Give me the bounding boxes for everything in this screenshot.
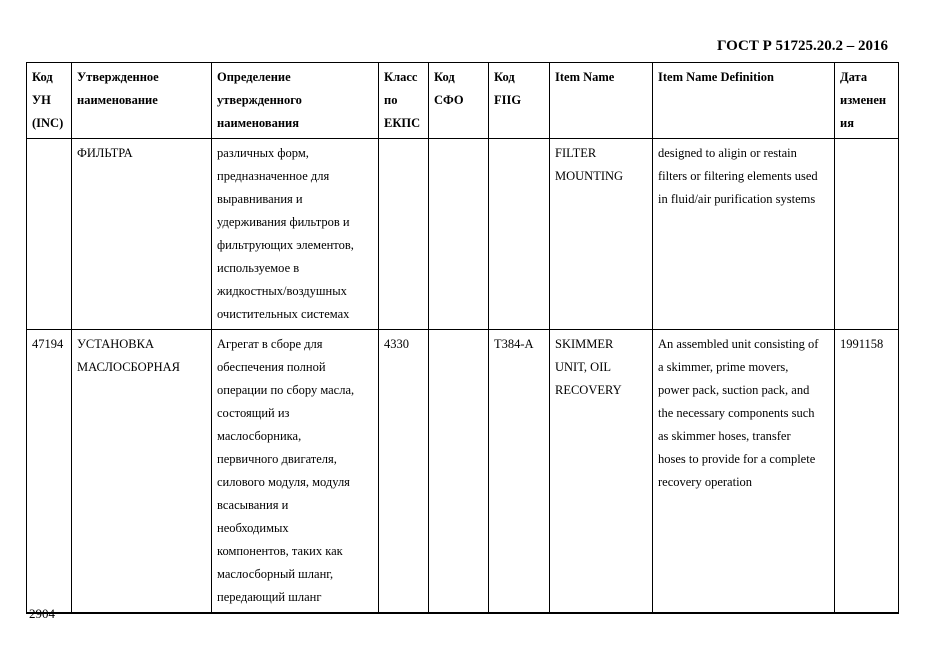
- cell-text: UNIT, OIL: [555, 360, 611, 374]
- col-inc-code-header: [27, 63, 72, 139]
- cell-text: 47194: [32, 337, 64, 351]
- header-text: Класс: [384, 70, 418, 84]
- cell-text: 4330: [384, 337, 409, 351]
- cell-text: hoses to provide for a complete: [658, 452, 816, 466]
- col-inc-code-cell: [27, 330, 72, 614]
- col-name-definition-header: [212, 63, 379, 139]
- cell-text: a skimmer, prime movers,: [658, 360, 789, 374]
- header-text: Item Name: [555, 70, 615, 84]
- col-ekps-class-header: [379, 63, 429, 139]
- cell-text: удерживания фильтров и: [217, 215, 350, 229]
- col-name-definition-cell: [212, 139, 379, 330]
- col-change-date-cell: [835, 330, 899, 614]
- header-text: СФО: [434, 93, 464, 107]
- header-text: Код: [494, 70, 515, 84]
- cell-text: ФИЛЬТРА: [77, 146, 133, 160]
- cell-text: SKIMMER: [555, 337, 614, 351]
- header-text: Утвержденное: [77, 70, 159, 84]
- col-inc-code-cell: [27, 139, 72, 330]
- cell-text: RECOVERY: [555, 383, 622, 397]
- cell-text: T384-A: [494, 337, 534, 351]
- table-row: [27, 139, 899, 330]
- document-header: ГОСТ Р 51725.20.2 – 2016: [716, 38, 888, 54]
- header-text: ЕКПС: [384, 116, 421, 130]
- cell-text: очистительных системах: [217, 307, 350, 321]
- header-text: (INC): [32, 116, 64, 130]
- col-ekps-class-cell: [379, 139, 429, 330]
- cell-text: recovery operation: [658, 475, 753, 489]
- cell-text: необходимых: [217, 521, 289, 535]
- col-fiig-code-cell: [489, 330, 550, 614]
- header-text: Код: [434, 70, 455, 84]
- cell-text: обеспечения полной: [217, 360, 326, 374]
- col-fiig-code-cell: [489, 139, 550, 330]
- col-sfo-code-header: [429, 63, 489, 139]
- cell-text: маслосборный шланг,: [217, 567, 334, 581]
- cell-text: предназначенное для: [217, 169, 330, 183]
- cell-text: всасывания и: [217, 498, 289, 512]
- col-item-name-cell: [550, 139, 653, 330]
- cell-text: силового модуля, модуля: [217, 475, 350, 489]
- col-change-date-cell: [835, 139, 899, 330]
- col-item-name-header: [550, 63, 653, 139]
- cell-text: компонентов, таких как: [217, 544, 343, 558]
- header-text: наименования: [217, 116, 300, 130]
- header-text: Код: [32, 70, 53, 84]
- col-item-definition-cell: [653, 330, 835, 614]
- header-text: утвержденного: [217, 93, 302, 107]
- cell-text: передающий шланг: [217, 590, 322, 604]
- cell-text: состоящий из: [217, 406, 290, 420]
- header-text: FIIG: [494, 93, 522, 107]
- col-fiig-code-header: [489, 63, 550, 139]
- cell-text: жидкостных/воздушных: [217, 284, 347, 298]
- cell-text: FILTER: [555, 146, 597, 160]
- cell-text: фильтрующих элементов,: [217, 238, 354, 252]
- col-sfo-code-cell: [429, 330, 489, 614]
- col-approved-name-header: [72, 63, 212, 139]
- header-text: Дата: [840, 70, 868, 84]
- col-name-definition-cell: [212, 330, 379, 614]
- cell-text: designed to aligin or restain: [658, 146, 797, 160]
- header-text: по: [384, 93, 398, 107]
- header-text: ия: [840, 116, 854, 130]
- header-text: наименование: [77, 93, 158, 107]
- cell-text: 1991158: [840, 337, 884, 351]
- col-item-name-cell: [550, 330, 653, 614]
- cell-text: Агрегат в сборе для: [217, 337, 323, 351]
- page-number: 2904: [29, 606, 55, 621]
- cell-text: filters or filtering elements used: [658, 169, 818, 183]
- cell-text: маслосборника,: [217, 429, 302, 443]
- col-item-definition-cell: [653, 139, 835, 330]
- cell-text: МАСЛОСБОРНАЯ: [77, 360, 181, 374]
- cell-text: as skimmer hoses, transfer: [658, 429, 791, 443]
- catalog-table: [26, 62, 899, 614]
- col-sfo-code-cell: [429, 139, 489, 330]
- col-approved-name-cell: [72, 139, 212, 330]
- table-row: [27, 330, 899, 614]
- cell-text: power pack, suction pack, and: [658, 383, 810, 397]
- cell-text: различных форм,: [217, 146, 309, 160]
- cell-text: MOUNTING: [555, 169, 624, 183]
- cell-text: выравнивания и: [217, 192, 303, 206]
- cell-text: первичного двигателя,: [217, 452, 337, 466]
- header-text: Item Name Definition: [658, 70, 774, 84]
- header-text: Определение: [217, 70, 291, 84]
- cell-text: in fluid/air purification systems: [658, 192, 816, 206]
- col-item-definition-header: [653, 63, 835, 139]
- cell-text: операции по сбору масла,: [217, 383, 355, 397]
- col-approved-name-cell: [72, 330, 212, 614]
- cell-text: УСТАНОВКА: [77, 337, 154, 351]
- cell-text: An assembled unit consisting of: [658, 337, 819, 351]
- col-change-date-header: [835, 63, 899, 139]
- table-header-row: [27, 63, 899, 139]
- cell-text: the necessary components such: [658, 406, 815, 420]
- header-text: УН: [32, 93, 51, 107]
- cell-text: используемое в: [217, 261, 300, 275]
- col-ekps-class-cell: [379, 330, 429, 614]
- header-text: изменен: [840, 93, 887, 107]
